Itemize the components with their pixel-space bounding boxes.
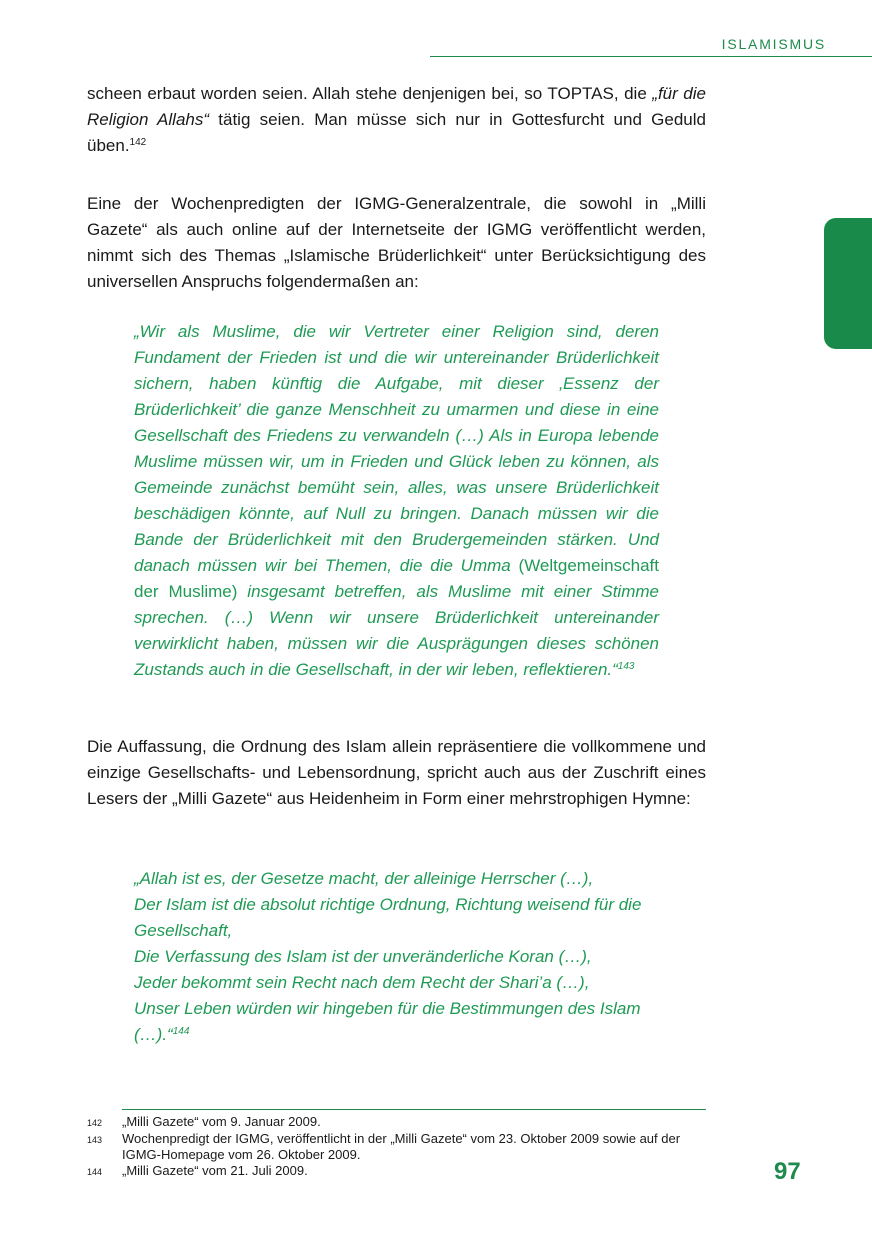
header-divider xyxy=(430,56,872,57)
paragraph-1-text-a: scheen erbaut worden seien. Allah stehe denjenigen bei, so TOPTAS, die xyxy=(87,84,653,103)
footnote-ref-143: 143 xyxy=(617,661,635,672)
chapter-tab-marker xyxy=(824,218,872,349)
quote-1-upright: (Weltgemeinschaft der Muslime) xyxy=(134,556,659,601)
footnote-ref-144: 144 xyxy=(172,1026,190,1037)
footnote-text: „Milli Gazete“ vom 21. Juli 2009. xyxy=(122,1163,308,1178)
footnote-ref-142: 142 xyxy=(129,137,147,148)
paragraph-3: Die Auffassung, die Ordnung des Islam allein repräsentiere die vollkommene und einzige Gesellschafts- und Lebensordnung, spricht auch aus der Zuschrift eines Lesers der „Milli Gazete“ aus Heidenheim in Form einer mehrstrophigen Hymne: xyxy=(87,737,706,808)
page-number: 97 xyxy=(774,1158,801,1185)
footnote-number: 143 xyxy=(87,1135,103,1145)
paragraph-1 xyxy=(87,81,706,159)
footnote-number: 142 xyxy=(87,1118,103,1128)
quote-block-1 xyxy=(134,319,659,683)
footnote-text: Wochenpredigt der IGMG, veröffentlicht in der „Milli Gazete“ vom 23. Oktober 2009 sowie auf der IGMG-Homepage vom 26. Oktober 2009. xyxy=(122,1131,681,1162)
footnote-143 xyxy=(87,1131,706,1163)
footnote-144 xyxy=(87,1163,706,1180)
footnote-text: „Milli Gazete“ vom 9. Januar 2009. xyxy=(122,1114,321,1129)
paragraph-1-italic: „für die Religion Allahs“ xyxy=(87,84,706,129)
footnotes xyxy=(87,1114,706,1180)
footnote-142 xyxy=(87,1114,706,1131)
footnote-number: 144 xyxy=(87,1167,103,1177)
hymn-line-2: Der Islam ist die absolut richtige Ordnung, Richtung weisend für die Gesellschaft, xyxy=(134,895,642,940)
hymn-line-1: „Allah ist es, der Gesetze macht, der alleinige Herrscher (…), xyxy=(134,869,594,888)
hymn-line-3: Die Verfassung des Islam ist der unveränderliche Koran (…), xyxy=(134,947,592,966)
hymn-line-5-text: Unser Leben würden wir hingeben für die Bestimmungen des Islam (…).“ xyxy=(134,999,641,1044)
quote-1-text-a: „Wir als Muslime, die wir Vertreter einer Religion sind, deren Fundament der Frieden ist und die wir untereinander Brüderlichkeit sichern, haben künftig die Aufgabe, mit dieser ‚Essenz der Brüderlichkeit’ die ganze Menschheit zu umarmen und diese in eine Gesellschaft des Friedens zu verwandeln (…) Als in Europa lebende Muslime müssen wir, um in Frieden und Glück leben zu können, als Gemeinde zunächst bemüht sein, alles, was unsere Brüderlichkeit beschädigen könnte, auf Null zu bringen. Danach müssen wir die Bande der Brüderlichkeit mit den Brudergemeinden stärken. Und danach müssen wir bei Themen, die die Umma xyxy=(134,322,659,575)
quote-block-2 xyxy=(134,866,659,1048)
paragraph-1-text-b: tätig seien. Man müsse sich nur in Gottesfurcht und Geduld üben. xyxy=(87,110,706,155)
hymn-line-5 xyxy=(134,996,659,1048)
quote-1-text-b: insgesamt betreffen, als Muslime mit einer Stimme sprechen. (…) Wenn wir unsere Brüderlichkeit untereinander verwirklicht haben, müssen wir die Ausprägungen dieses schönen Zustands auch in die Gesellschaft, in der wir leben, reflektieren.“ xyxy=(134,582,659,679)
hymn-line-4: Jeder bekommt sein Recht nach dem Recht der Shari’a (…), xyxy=(134,973,590,992)
section-header: ISLAMISMUS xyxy=(721,36,826,52)
footnote-divider xyxy=(122,1109,706,1110)
paragraph-2: Eine der Wochenpredigten der IGMG-Generalzentrale, die sowohl in „Milli Gazete“ als auch online auf der Internetseite der IGMG veröffentlicht werden, nimmt sich des Themas „Islamische Brüderlichkeit“ unter Berücksichtigung des universellen Anspruchs folgendermaßen an: xyxy=(87,194,706,291)
